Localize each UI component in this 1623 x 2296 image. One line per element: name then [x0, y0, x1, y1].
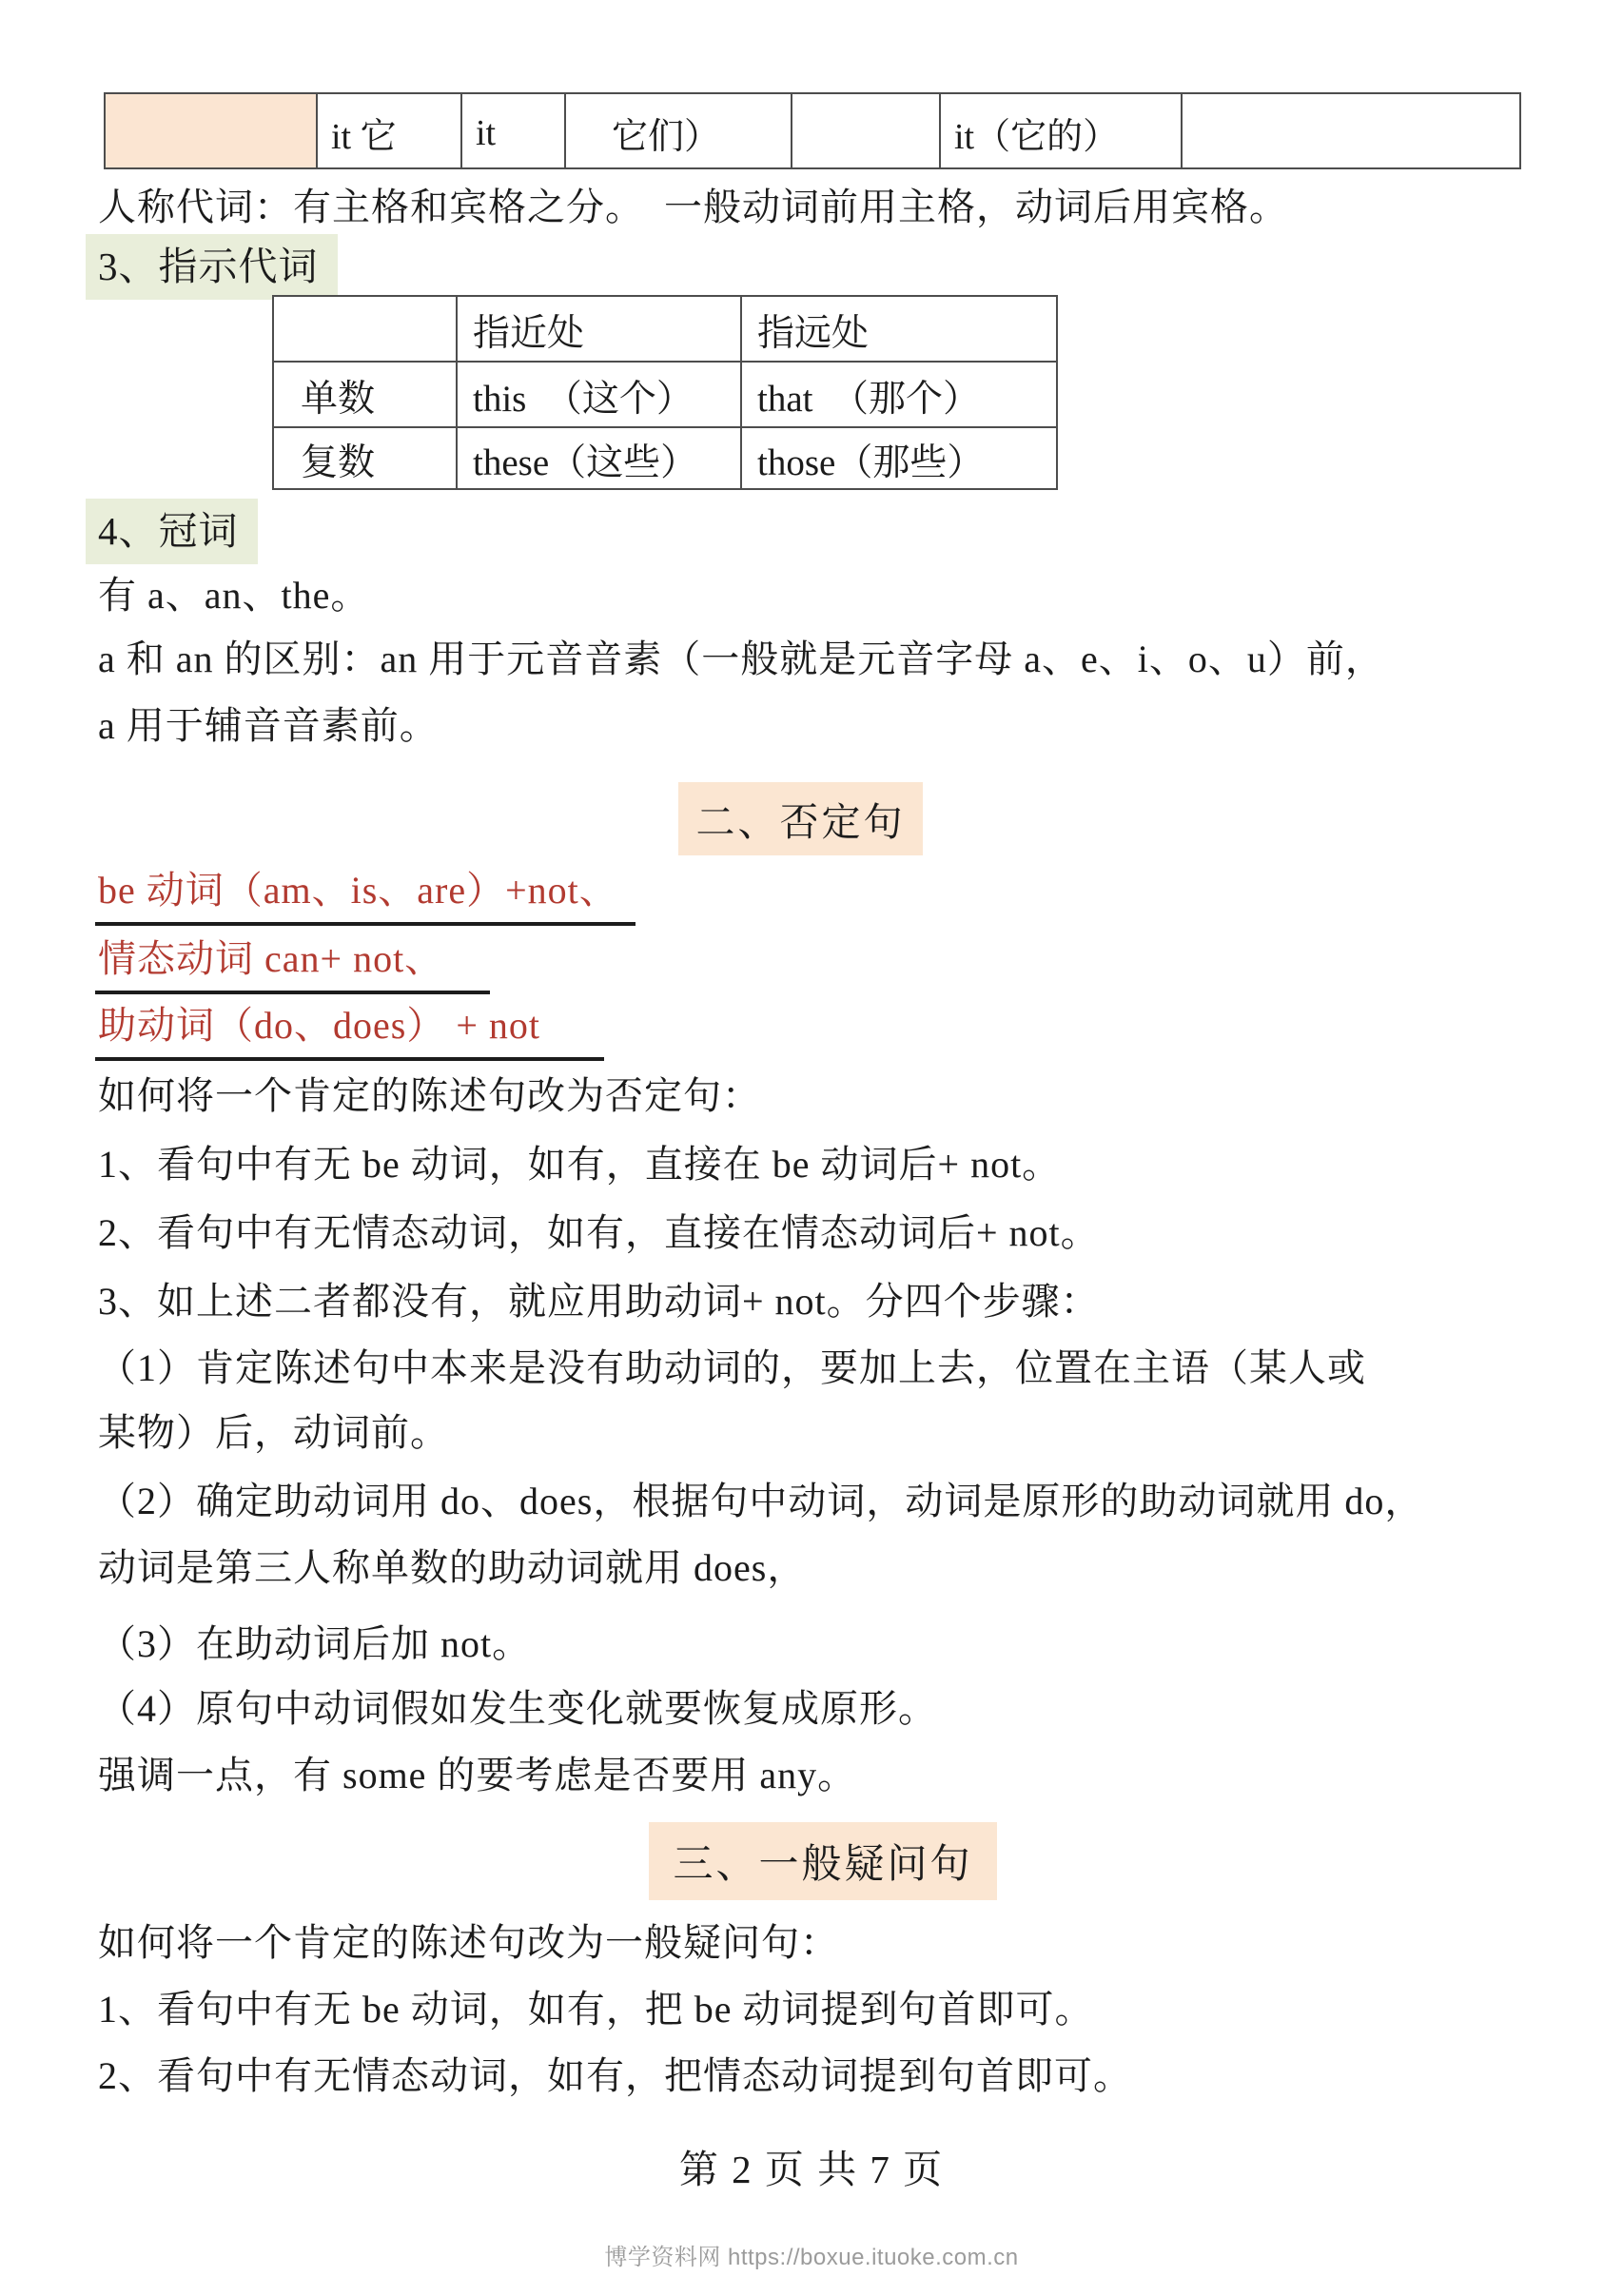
pronoun-table-cell: it 它 — [316, 94, 460, 167]
pronoun-table — [104, 92, 1521, 169]
neg-step: 3、如上述二者都没有，就应用助动词+ not。分四个步骤： — [98, 1280, 1100, 1323]
demo-table-header — [274, 297, 456, 361]
neg-substep: （1）肯定陈述句中本来是没有助动词的，要加上去，位置在主语（某人或 — [98, 1346, 1366, 1389]
neg-note-some-any: 强调一点，有 some 的要考虑是否要用 any。 — [98, 1754, 857, 1796]
section-title-articles: 4、冠词 — [86, 499, 258, 564]
page-number-footer: 第 2 页 共 7 页 — [678, 2148, 945, 2191]
demo-table-cell: this （这个） — [456, 361, 740, 426]
demo-table-header: 指远处 — [740, 297, 1056, 361]
pronoun-table-cell — [106, 94, 316, 167]
demo-table-cell: these（这些） — [456, 426, 740, 488]
question-intro: 如何将一个肯定的陈述句改为一般疑问句： — [98, 1921, 839, 1964]
question-step: 2、看句中有无情态动词，如有，把情态动词提到句首即可。 — [98, 2054, 1132, 2097]
demonstrative-table — [272, 295, 1058, 490]
pronoun-note: 人称代词：有主格和宾格之分。 一般动词前用主格，动词后用宾格。 — [98, 186, 1288, 228]
watermark-url: 博学资料网 https://boxue.ituoke.com.cn — [604, 2245, 1019, 2270]
demo-table-cell: 复数 — [274, 426, 456, 488]
pronoun-table-cell: it — [460, 94, 564, 167]
pronoun-table-cell — [791, 94, 939, 167]
demo-table-cell: that （那个） — [740, 361, 1056, 426]
rule-be-verb: be 动词（am、is、are）+not、 — [95, 868, 636, 926]
article-line: a 和 an 的区别：an 用于元音音素（一般就是元音字母 a、e、i、o、u）前， — [98, 638, 1384, 680]
neg-substep: （3）在助动词后加 not。 — [98, 1622, 532, 1665]
section-title-demonstrative-pronouns: 3、指示代词 — [86, 234, 338, 300]
article-line: 有 a、an、the。 — [98, 574, 370, 617]
pronoun-table-cell: 它们） — [564, 94, 791, 167]
neg-step: 2、看句中有无情态动词，如有，直接在情态动词后+ not。 — [98, 1211, 1100, 1254]
neg-intro: 如何将一个肯定的陈述句改为否定句： — [98, 1074, 761, 1117]
pronoun-table-cell: it（它的） — [939, 94, 1181, 167]
neg-substep: 动词是第三人称单数的助动词就用 does， — [98, 1546, 807, 1589]
neg-substep: 某物）后，动词前。 — [98, 1411, 449, 1454]
demo-table-header: 指近处 — [456, 297, 740, 361]
neg-substep: （2）确定助动词用 do、does，根据句中动词，动词是原形的助动词就用 do， — [98, 1480, 1424, 1522]
demo-table-cell: those（那些） — [740, 426, 1056, 488]
pronoun-table-cell — [1181, 94, 1519, 167]
heading-general-questions: 三、一般疑问句 — [649, 1822, 997, 1900]
neg-step: 1、看句中有无 be 动词，如有，直接在 be 动词后+ not。 — [98, 1143, 1062, 1186]
demo-table-cell: 单数 — [274, 361, 456, 426]
neg-substep: （4）原句中动词假如发生变化就要恢复成原形。 — [98, 1687, 937, 1730]
article-line: a 用于辅音音素前。 — [98, 704, 439, 747]
heading-negative-sentences: 二、否定句 — [678, 782, 923, 855]
rule-auxiliary-verb: 助动词（do、does） + not — [95, 1003, 604, 1061]
rule-modal-verb: 情态动词 can+ not、 — [95, 936, 490, 994]
question-step: 1、看句中有无 be 动词，如有，把 be 动词提到句首即可。 — [98, 1988, 1094, 2031]
